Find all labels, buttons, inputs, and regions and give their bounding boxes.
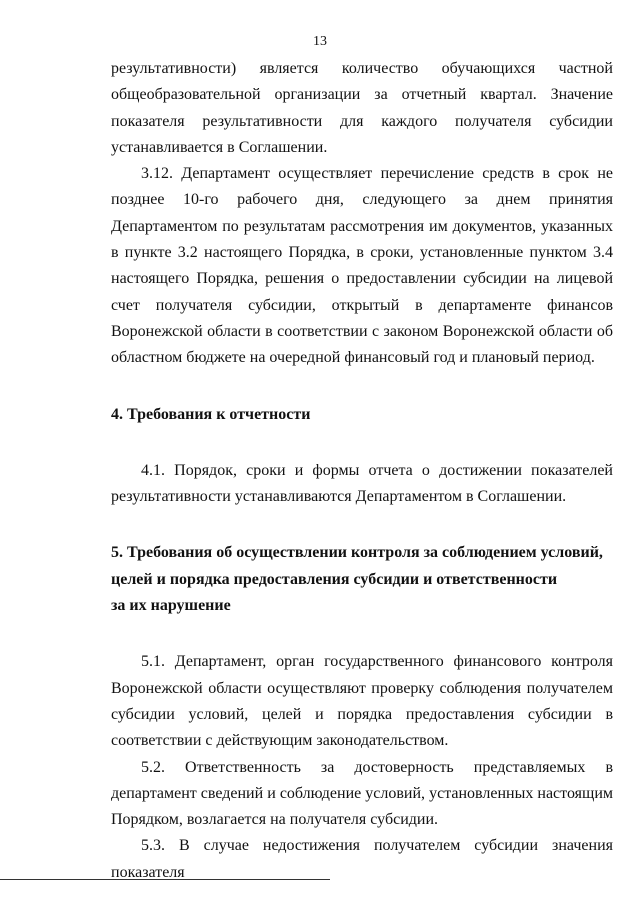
footer-divider	[0, 879, 330, 880]
paragraph-4-1: 4.1. Порядок, сроки и формы отчета о достижении показателей результативности устанавливаются Департаментом в Соглашении.	[111, 461, 613, 506]
paragraph-5-1: 5.1. Департамент, орган государственного финансового контроля Воронежской области осуществляют проверку соблюдения получателем субсидии условий, целей и порядка предоставления субсидии в соответствии с действующим законодательством.	[111, 653, 613, 750]
spacer	[111, 510, 613, 540]
heading-section-5-line-1: 5. Требования об осуществлении контроля за соблюдением условий,	[111, 544, 603, 562]
paragraph-continuation: результативности) является количество обучающихся частной общеобразовательной организации за отчетный квартал. Значение показателя результативности для каждого получателя субсидии устанавливается в Соглашении.	[111, 60, 613, 156]
paragraph-3-12: 3.12. Департамент осуществляет перечисление средств в срок не позднее 10-го рабочего дня, следующего за днем принятия Департаментом по результатам рассмотрения им документов, указанных в пункте 3.2 настоящего Порядка, в сроки, установленные пунктом 3.4 настоящего Порядка, решения о предоставлении субсидии на лицевой счет получателя субсидии, открытый в департаменте финансов Воронежской области в соответствии с законом Воронежской области об областном бюджете на очередной финансовый год и плановый период.	[111, 165, 613, 367]
spacer	[111, 428, 613, 458]
spacer	[111, 619, 613, 649]
paragraph-5-3: 5.3. В случае недостижения получателем субсидии значения показателя	[111, 837, 613, 881]
paragraph-5-2: 5.2. Ответственность за достоверность представляемых в департамент сведений и соблюдение условий, установленных настоящим Порядком, возлагается на получателя субсидии.	[111, 758, 613, 829]
document-body	[111, 56, 613, 886]
heading-section-5-line-3: за их нарушение	[111, 597, 231, 615]
heading-section-4: 4. Требования к отчетности	[111, 405, 311, 423]
spacer	[111, 372, 613, 402]
page-number: 13	[313, 34, 327, 49]
heading-section-5-line-2: целей и порядка предоставления субсидии и ответственности	[111, 570, 558, 588]
